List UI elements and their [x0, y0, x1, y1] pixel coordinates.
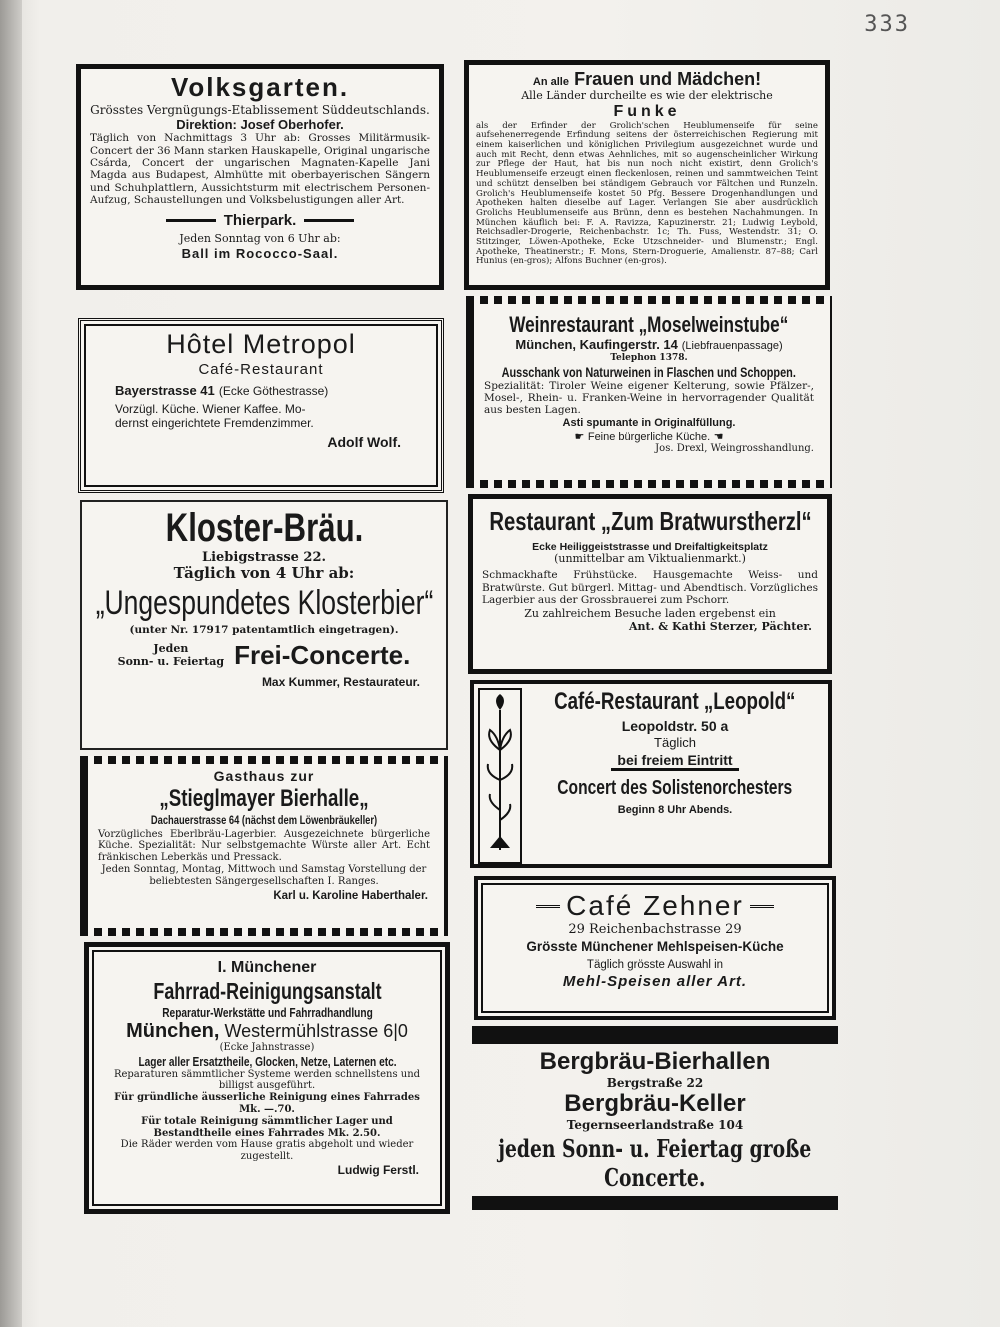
mosel-title: Weinrestaurant „Moselweinstube“: [509, 312, 789, 337]
ad-bratwurstherzl: [468, 494, 832, 674]
bergbraeu-title: Bergbräu-Bierhallen: [539, 1048, 771, 1075]
volksgarten-title: Volksgarten.: [170, 72, 350, 102]
kloster-street: Liebigstrasse 22.: [201, 550, 327, 565]
ad-fahrrad-reinigungsanstalt: [84, 942, 450, 1214]
zehner-line3: Mehl-Speisen aller Art.: [562, 972, 748, 990]
leopold-daily: Täglich: [654, 734, 696, 750]
zehner-line1: Grösste Münchener Mehlspeisen-Küche: [526, 939, 784, 955]
ad-cafe-zehner: [474, 876, 836, 1020]
metropol-subtitle: Café-Restaurant: [198, 360, 324, 378]
fahrrad-corner: (Ecke Jahnstrasse): [219, 1041, 315, 1053]
fahrrad-pickup: Die Räder werden vom Hause gratis abgeholt und wieder zugestellt.: [120, 1139, 414, 1163]
pointing-hand-left-icon: ☚: [713, 429, 724, 443]
ad-hotel-metropol: [78, 318, 444, 493]
leopold-free: bei freiem Eintritt: [611, 752, 738, 772]
kloster-every2: Sonn- u. Feiertag: [117, 654, 225, 668]
fahrrad-clean1: Für gründliche äusserliche Reinigung eines Fahrrades Mk. —.70.: [114, 1092, 420, 1116]
bergbraeu-bottom-bar: [472, 1196, 838, 1210]
fahrrad-clean2: Für totale Reinigung sämmtlicher Lager und Bestandtheile eines Fahrrades Mk. 2.50.: [141, 1115, 393, 1139]
kloster-title: Kloster-Bräu.: [165, 506, 363, 550]
ad-stieglmayer-bierhalle: [80, 756, 448, 936]
bergbraeu-street: Bergstraße 22: [606, 1076, 704, 1090]
bratwurst-body: Schmackhafte Frühstücke. Hausgemachte Weiss- und Bratwürste. Gut bürgerl. Mittag- und Abendtisch. Vorzügliches Lagerbier aus der Grossbrauerei zum Pschorr.: [482, 569, 818, 607]
frauen-line2: Alle Länder durcheilte es wie der elektrische: [521, 88, 773, 102]
fahrrad-stock: Lager aller Ersatztheile, Glocken, Netze, Laternen etc.: [137, 1053, 397, 1069]
frauen-headline: [468, 70, 826, 90]
pointing-hand-icon: ☛: [574, 429, 585, 443]
mosel-line1: Ausschank von Naturweinen in Flaschen und Schoppen.: [501, 363, 797, 380]
volksgarten-direction: Direktion: Josef Oberhofer.: [176, 116, 344, 132]
bergbraeu-concerts: jeden Sonn- u. Feiertag große Concerte.: [498, 1134, 812, 1193]
frauen-funke: Funke: [613, 102, 681, 120]
mosel-asti: Asti spumante in Originalfüllung.: [562, 416, 736, 429]
metropol-address-rest: (Ecke Göthestrasse): [218, 383, 329, 398]
bratwurst-line2: (unmittelbar am Viktualienmarkt.): [554, 552, 746, 566]
ad-volksgarten: [76, 64, 444, 290]
ad-kloster-braeu: [80, 500, 448, 750]
metropol-title: Hôtel Metropol: [166, 329, 356, 359]
kloster-patent: (unter Nr. 17917 patentamtlich eingetragen).: [129, 623, 399, 636]
bratwurst-owner: Ant. & Kathi Sterzer, Pächter.: [628, 620, 812, 634]
zehner-street: 29 Reichenbachstrasse 29: [568, 922, 742, 937]
stieglmayer-pre: Gasthaus zur: [213, 768, 315, 784]
mosel-phone: Telephon 1378.: [610, 352, 688, 363]
fahrrad-city-rest: Westermühlstrasse 6|0: [224, 1020, 408, 1041]
fahrrad-city: München,: [126, 1019, 220, 1042]
ad-moselweinstube: [466, 296, 832, 488]
stieglmayer-body2: Jeden Sonntag, Montag, Mittwoch und Samstag Vorstellung der beliebtesten Sängergesellschaften I. Ranges.: [101, 863, 427, 887]
leopold-concert: Concert des Solistenorchesters: [557, 777, 793, 800]
kloster-concerts: Frei-Concerte.: [234, 640, 411, 671]
ad-grolich-heublumenseife: [464, 60, 830, 290]
frauen-headline-main: Frauen und Mädchen!: [574, 69, 762, 89]
bergbraeu-top-bar: [472, 1026, 838, 1044]
fahrrad-pre: I. Münchener: [217, 959, 317, 976]
volksgarten-body: Täglich von Nachmittags 3 Uhr ab: Grosses Militärmusik-Concert der 36 Mann starken Hauskapelle, Original ungarische Csárda, Concert der ungarischen Magnaten-Kapelle Jani Magda aus Budapest, Almhütte mit oberbayerischen Sängern und Schuhplattlern, Aussichtsturm mit electrischem Personen-Aufzug, Schaustellungen und Volksbelustigungen aller Art.: [90, 132, 430, 207]
stieglmayer-body: Vorzügliches Eberlbräu-Lagerbier. Ausgezeichnete bürgerliche Küche. Spezialität: Nur selbstgemachte Würste aller Art. Echt fränkischen Leberkäs und Pressack.: [98, 828, 430, 864]
stieglmayer-owner: Karl u. Karoline Haberthaler.: [273, 889, 428, 902]
volksgarten-sunday: Jeden Sonntag von 6 Uhr ab:: [179, 232, 341, 246]
leopold-title: Café-Restaurant „Leopold“: [554, 688, 796, 715]
stieglmayer-title: „Stieglmayer Bierhalle„: [159, 784, 369, 812]
mosel-city-rest: (Liebfrauenpassage): [681, 340, 783, 352]
fahrrad-title: Fahrrad-Reinigungsanstalt: [152, 977, 382, 1004]
metropol-owner: Adolf Wolf.: [327, 433, 401, 450]
frauen-body: als der Erfinder der Grolich'schen Heublumenseife für seine aufsehenerregende Erfindung seitens der österreichischen Regierung mit einem kaiserlichen und königlichen Privilegium ausgezeichnet wurde und auch mit Recht, denn etwas Aehnliches, mit so augenscheinlicher Wirkung zur Pflege der Haut, hat bis nun noch nicht existirt, denn Grolich's Heublumenseife erzeugt einen fleckenlosen, reinen und sammtweichen Teint und schützt denselben bei ständigem Gebrauch vor Fältchen und Runzeln. Grolich's Heublumenseife kostet 50 Pfg. Bessere Drogenhandlungen und Apotheken halten dieselbe auf Lager. Verlangen Sie aber ausdrücklich Grolichs Heublumenseife aus Brünn, denn es bestehen Nachahmungen. In München käuflich bei: F. A. Ravizza, Kapuzinerstr. 21; Ludwig Leybold, Reichsadler-Drogerie, Reichenbachstr. 1c; Th. Fuss, Westendstr. 31; O. Stitzinger, Löwen-Apotheke, Ecke Utzschneider- und Blumenstr.; Engl. Apotheke, Theatinerstr.; F. Mons, Stern-Droguerie, Amalienstr. 87–88; Carl Hunius (en-gros); Alfons Buchner (en-gros).: [476, 120, 818, 267]
ad-cafe-leopold: [470, 680, 832, 868]
page-number: 333: [864, 12, 910, 37]
zehner-line2: Täglich grösste Auswahl in: [586, 959, 724, 972]
page-binding-edge: [0, 0, 22, 1327]
ad-bergbraeu: [472, 1026, 838, 1214]
metropol-line2: dernst eingerichtete Fremdenzimmer.: [115, 415, 314, 430]
kloster-daily: Täglich von 4 Uhr ab:: [173, 564, 355, 583]
mosel-city: München, Kaufingerstr. 14: [515, 337, 678, 352]
leopold-flower-panel: [478, 688, 522, 864]
mosel-kitchen: Feine bürgerliche Küche.: [587, 430, 711, 443]
metropol-line1: Vorzügl. Küche. Wiener Kaffee. Mo-: [115, 401, 306, 416]
kloster-every1: Jeden: [153, 641, 189, 655]
mosel-owner: Jos. Drexl, Weingrosshandlung.: [655, 442, 814, 454]
bratwurst-line1: Ecke Heiliggeiststrasse und Dreifaltigkeitsplatz: [532, 541, 768, 553]
leopold-start: Beginn 8 Uhr Abends.: [617, 804, 733, 817]
bratwurst-title: Restaurant „Zum Bratwurstherzl“: [488, 506, 812, 536]
fahrrad-sub: Reparatur-Werkstätte und Fahrradhandlung: [161, 1004, 373, 1020]
bergbraeu-street2: Tegernseerlandstraße 104: [566, 1118, 744, 1133]
mosel-body: Spezialität: Tiroler Weine eigener Kelterung, sowie Pfälzer-, Mosel-, Rhein- u. Franken-Weine in hervorragender Qualität aus besten Lagen.: [484, 379, 814, 417]
bratwurst-invite: Zu zahlreichem Besuche laden ergebenst ein: [524, 607, 776, 621]
zehner-title: Café Zehner: [566, 890, 744, 921]
fahrrad-owner: Ludwig Ferstl.: [337, 1163, 419, 1178]
frauen-headline-small: An alle: [532, 76, 569, 88]
stieglmayer-street: Dachauerstrasse 64 (nächst dem Löwenbräukeller): [150, 812, 378, 827]
volksgarten-subtitle: Grösstes Vergnügungs-Etablissement Süddeutschlands.: [90, 102, 430, 117]
volksgarten-thierpark: Thierpark.: [223, 212, 297, 230]
fahrrad-repair: Reparaturen sämmtlicher Systeme werden schnellstens und billigst ausgeführt.: [113, 1068, 421, 1092]
leopold-street: Leopoldstr. 50 a: [621, 718, 729, 734]
lily-flower-icon: [480, 690, 520, 862]
kloster-beer: „Ungespundetes Klosterbier“: [95, 584, 433, 623]
kloster-owner: Max Kummer, Restaurateur.: [261, 675, 420, 690]
bergbraeu-keller: Bergbräu-Keller: [564, 1090, 746, 1118]
metropol-address: Bayerstrasse 41: [115, 382, 215, 398]
volksgarten-ball: Ball im Rococco-Saal.: [181, 246, 339, 262]
